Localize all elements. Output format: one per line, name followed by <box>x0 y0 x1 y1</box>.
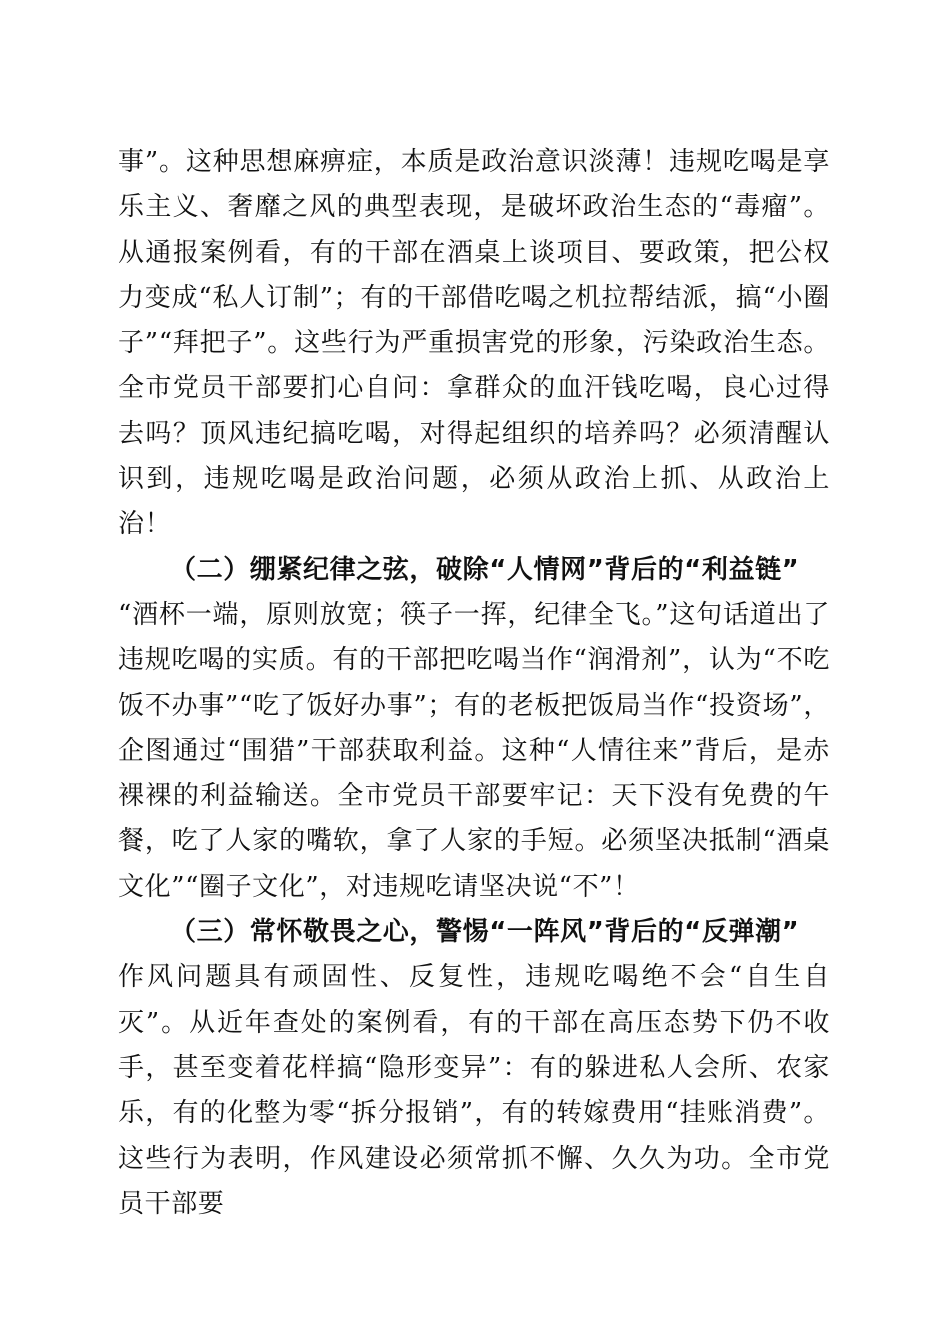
section-heading: （三）常怀敬畏之心，警惕“一阵风”背后的“反弹潮” <box>170 917 800 948</box>
section-heading: （二）绷紧纪律之弦，破除“人情网”背后的“利益链” <box>170 554 800 585</box>
document-body <box>118 140 830 1227</box>
body-paragraph: “酒杯一端，原则放宽；筷子一挥，纪律全飞。”这句话道出了违规吃喝的实质。有的干部把吃喝当作“润滑剂”，认为“不吃饭不办事”“吃了饭好办事”；有的老板把饭局当作“投资场”，企图通过“围猎”干部获取利益。这种“人情往来”背后，是赤裸裸的利益输送。全市党员干部要牢记：天下没有免费的午餐，吃了人家的嘴软，拿了人家的手短。必须坚决抵制“酒桌文化”“圈子文化”，对违规吃请坚决说“不”！ <box>118 599 830 902</box>
body-paragraph: 事”。这种思想麻痹症，本质是政治意识淡薄！违规吃喝是享乐主义、奢靡之风的典型表现，是破坏政治生态的“毒瘤”。从通报案例看，有的干部在酒桌上谈项目、要政策，把公权力变成“私人订制”；有的干部借吃喝之机拉帮结派，搞“小圈子”“拜把子”。这些行为严重损害党的形象，污染政治生态。全市党员干部要扪心自问：拿群众的血汗钱吃喝，良心过得去吗？顶风违纪搞吃喝，对得起组织的培养吗？必须清醒认识到，违规吃喝是政治问题，必须从政治上抓、从政治上治！ <box>118 147 830 540</box>
body-paragraph: 作风问题具有顽固性、反复性，违规吃喝绝不会“自生自灭”。从近年查处的案例看，有的干部在高压态势下仍不收手，甚至变着花样搞“隐形变异”：有的躲进私人会所、农家乐，有的化整为零“拆分报销”，有的转嫁费用“挂账消费”。这些行为表明，作风建设必须常抓不懈、久久为功。全市党员干部要 <box>118 962 830 1219</box>
